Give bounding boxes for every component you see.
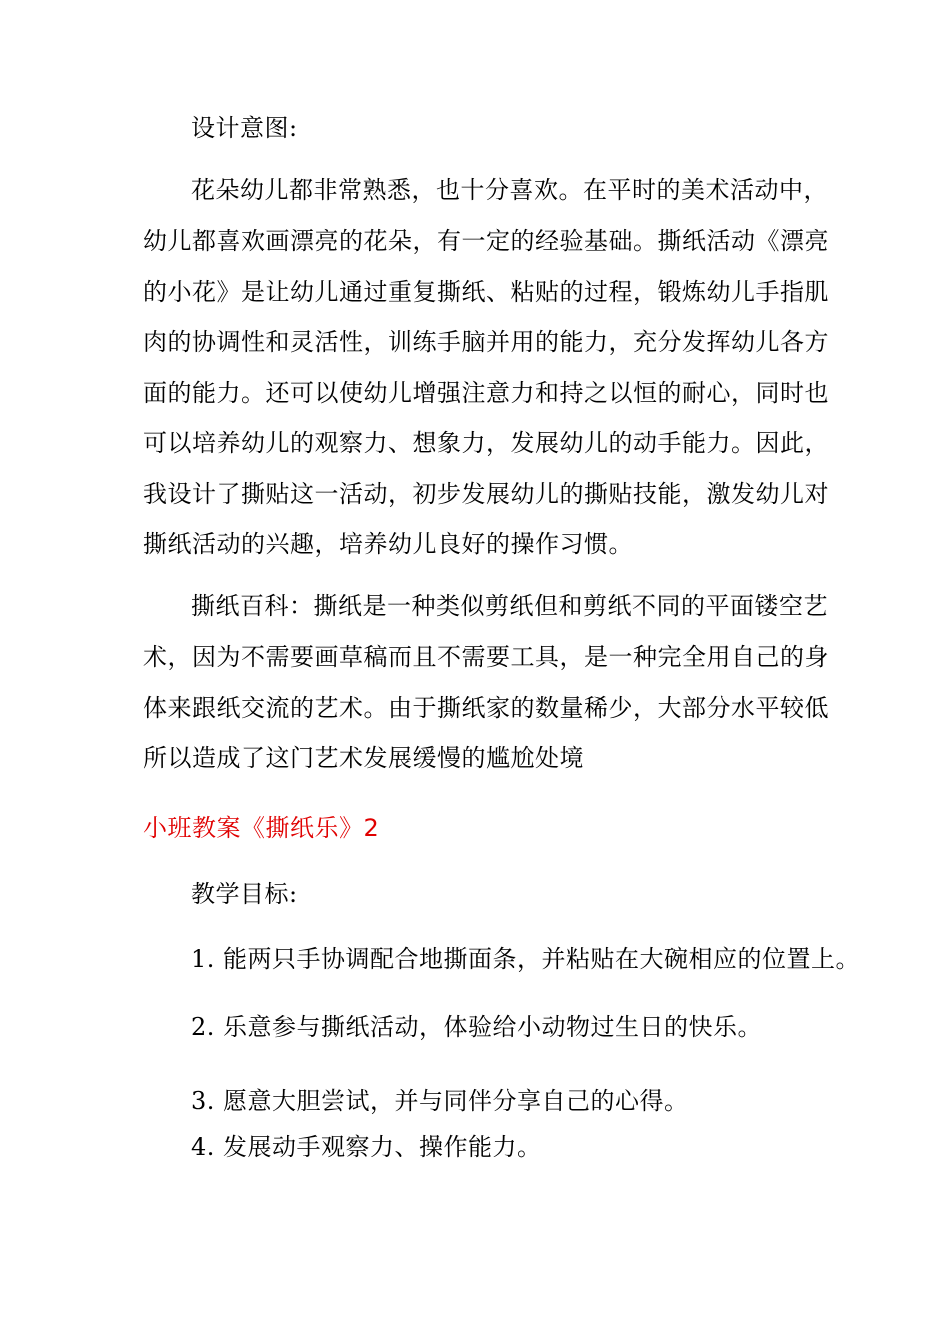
paragraph-line: 我设计了撕贴这一活动，初步发展幼儿的撕贴技能，激发幼儿对 <box>143 480 829 508</box>
teaching-goals-title: 教学目标: <box>191 880 298 908</box>
paragraph-line: 所以造成了这门艺术发展缓慢的尴尬处境 <box>143 744 584 772</box>
paragraph-line: 可以培养幼儿的观察力、想象力，发展幼儿的动手能力。因此， <box>143 429 829 457</box>
paragraph-line: 撕纸百科：撕纸是一种类似剪纸但和剪纸不同的平面镂空艺 <box>191 592 828 620</box>
paragraph-line: 花朵幼儿都非常熟悉，也十分喜欢。在平时的美术活动中， <box>191 176 828 204</box>
paragraph-line: 的小花》是让幼儿通过重复撕纸、粘贴的过程，锻炼幼儿手指肌 <box>143 278 829 306</box>
paragraph-line: 幼儿都喜欢画漂亮的花朵，有一定的经验基础。撕纸活动《漂亮 <box>143 227 829 255</box>
goal-item: 4. 发展动手观察力、操作能力。 <box>191 1133 542 1161</box>
goal-item: 2. 乐意参与撕纸活动，体验给小动物过生日的快乐。 <box>191 1013 763 1041</box>
goal-item: 1. 能两只手协调配合地撕面条，并粘贴在大碗相应的位置上。 <box>191 945 861 973</box>
design-intent-title: 设计意图: <box>191 114 298 142</box>
paragraph-line: 撕纸活动的兴趣，培养幼儿良好的操作习惯。 <box>143 530 633 558</box>
lesson-plan-heading: 小班教案《撕纸乐》2 <box>143 814 380 842</box>
paragraph-line: 肉的协调性和灵活性，训练手脑并用的能力，充分发挥幼儿各方 <box>143 328 829 356</box>
paragraph-line: 面的能力。还可以使幼儿增强注意力和持之以恒的耐心，同时也 <box>143 379 829 407</box>
paragraph-line: 体来跟纸交流的艺术。由于撕纸家的数量稀少，大部分水平较低 <box>143 694 829 722</box>
paragraph-line: 术，因为不需要画草稿而且不需要工具，是一种完全用自己的身 <box>143 643 829 671</box>
goal-item: 3. 愿意大胆尝试，并与同伴分享自己的心得。 <box>191 1087 689 1115</box>
